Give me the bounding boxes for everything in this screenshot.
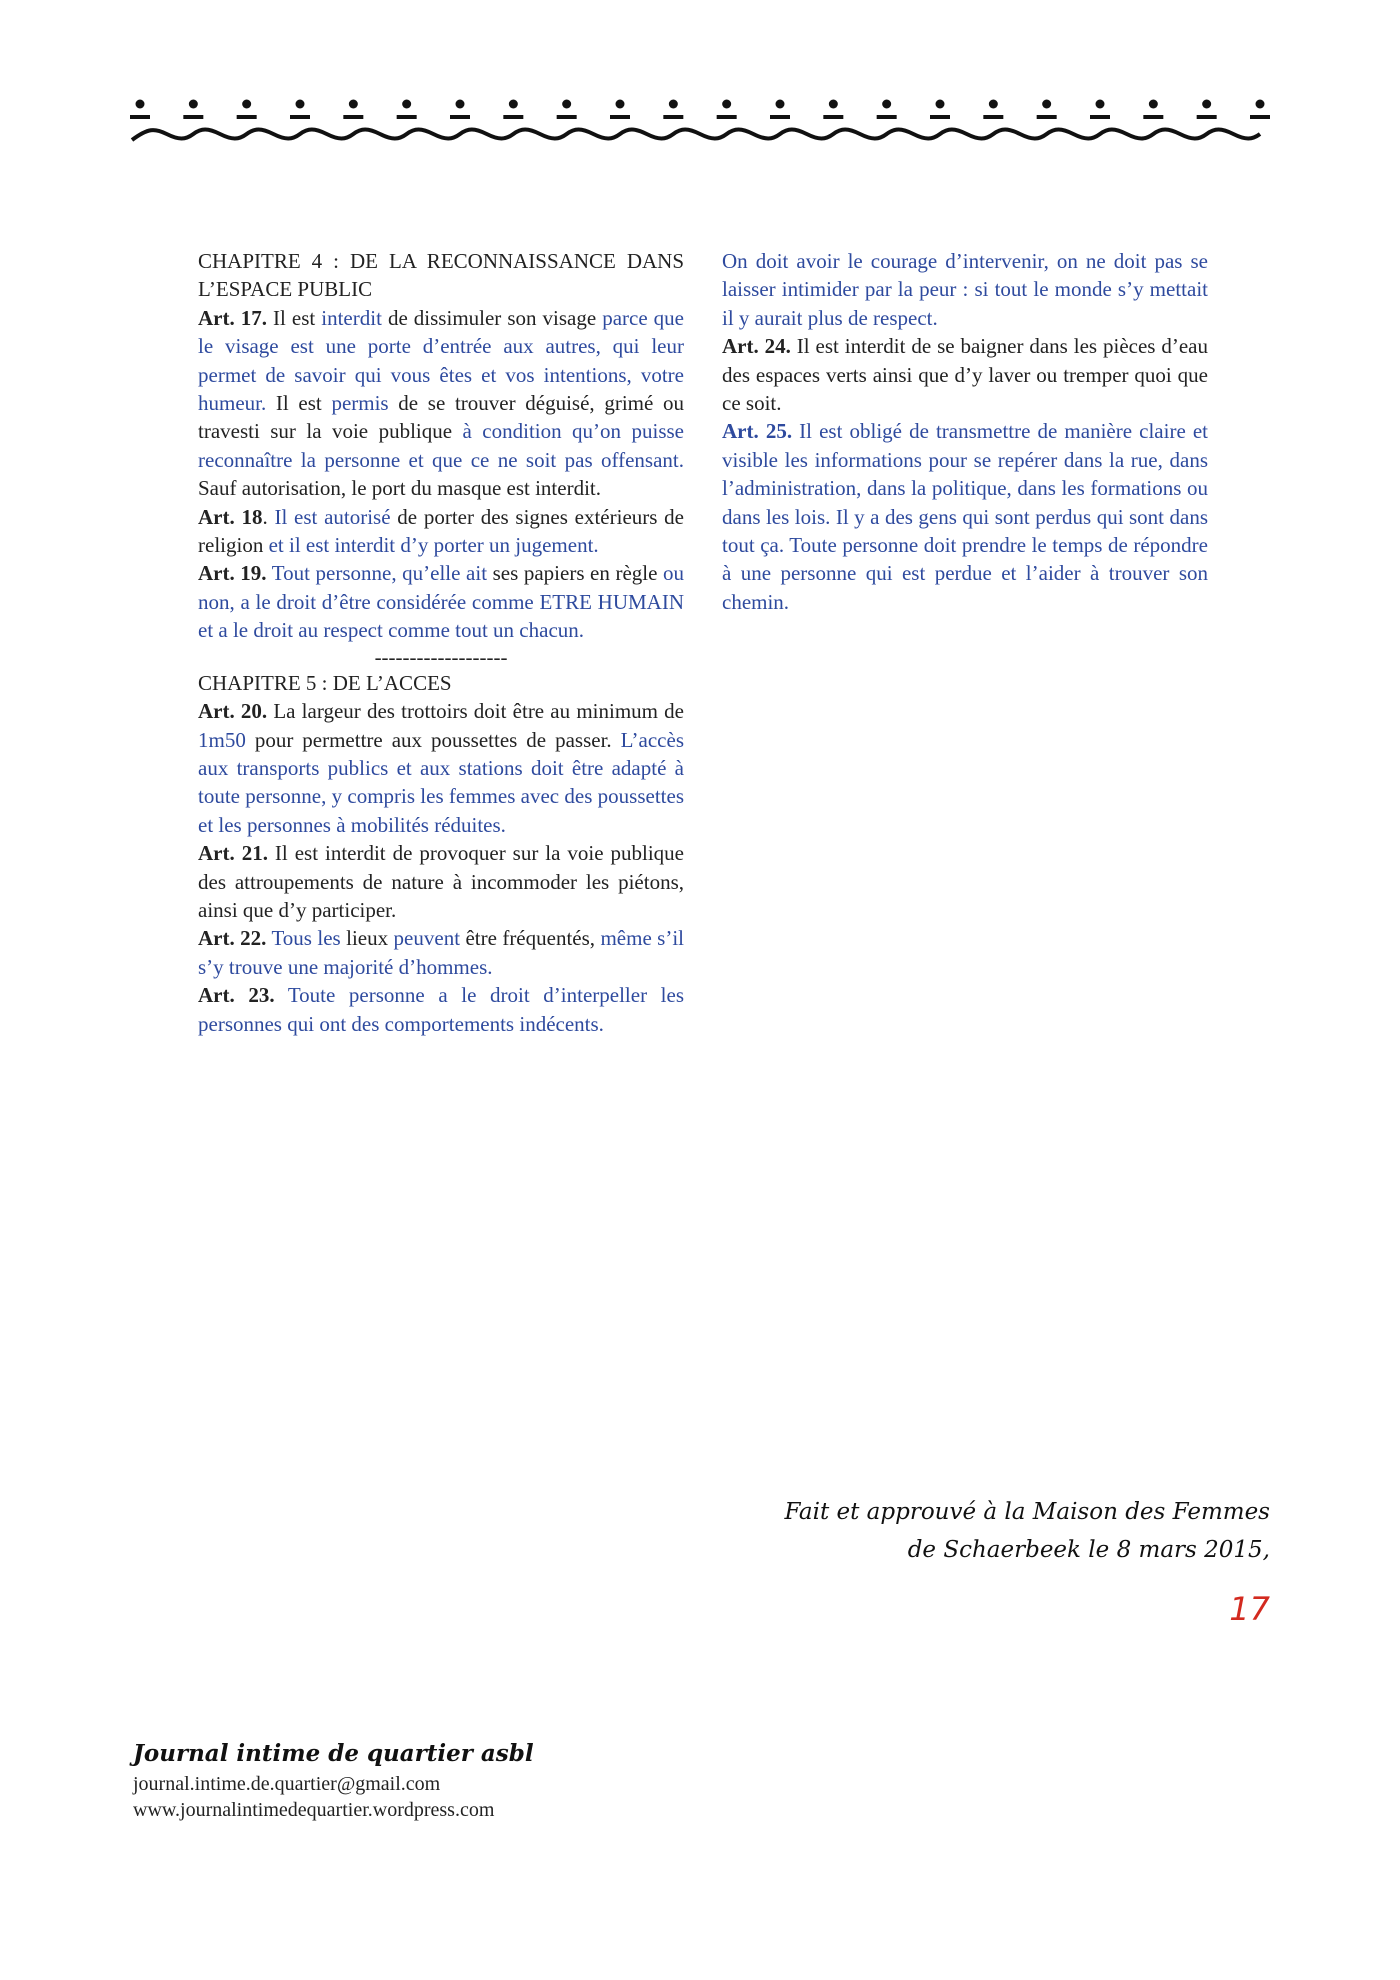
footer-website: www.journalintimedequartier.wordpress.com bbox=[133, 1799, 495, 1821]
border-dash bbox=[237, 115, 257, 119]
article-23 bbox=[198, 981, 684, 1038]
page-number: 17 bbox=[1229, 1590, 1270, 1628]
art20-blue-1: 1m50 bbox=[198, 727, 246, 752]
border-dash bbox=[343, 115, 363, 119]
wave-dot-border bbox=[130, 96, 1270, 156]
border-dot bbox=[1256, 100, 1265, 109]
art19-text-1: ses papiers en règle bbox=[487, 561, 663, 586]
border-dash bbox=[130, 115, 150, 119]
article-25 bbox=[722, 417, 1208, 616]
footer bbox=[133, 1740, 534, 1823]
border-dash bbox=[717, 115, 737, 119]
art18-text-2: de porter des signes extérieurs de religion bbox=[198, 504, 684, 558]
footer-org-name: Journal intime de quartier asbl bbox=[133, 1740, 534, 1767]
border-dot bbox=[936, 100, 945, 109]
border-dot bbox=[189, 100, 198, 109]
left-column bbox=[198, 247, 684, 1038]
border-dash bbox=[610, 115, 630, 119]
article-17 bbox=[198, 304, 684, 503]
border-dash bbox=[770, 115, 790, 119]
border-dash bbox=[290, 115, 310, 119]
chapter4-heading: CHAPITRE 4 : DE LA RECONNAISSANCE DANS L’ESPACE PUBLIC bbox=[198, 249, 684, 302]
art22-number: Art. 22. bbox=[198, 926, 267, 951]
border-dash bbox=[183, 115, 203, 119]
art23-continued: On doit avoir le courage d’intervenir, on ne doit pas se laisser intimider par la peur : si tout le monde s’y mettait il y aurait plus de respect. bbox=[722, 249, 1208, 330]
border-dot bbox=[1202, 100, 1211, 109]
border-dash bbox=[557, 115, 577, 119]
border-dot bbox=[402, 100, 411, 109]
border-dot bbox=[989, 100, 998, 109]
article-21 bbox=[198, 839, 684, 924]
art22-blue-3: même s’il s’y trouve une majorité d’hommes. bbox=[198, 926, 685, 979]
art17-text-5: Sauf autorisation, le port du masque est interdit. bbox=[198, 476, 601, 501]
art18-blue-1: Il est autorisé bbox=[274, 504, 391, 529]
art17-blue-2: parce que le visage est une porte d’entrée aux autres, qui leur permet de savoir qui vous êtes et vos intentions, votre humeur. bbox=[198, 305, 685, 416]
border-dash bbox=[877, 115, 897, 119]
art20-text-1: La largeur des trottoirs doit être au minimum de bbox=[267, 699, 684, 724]
border-dot bbox=[242, 100, 251, 109]
border-dash bbox=[1197, 115, 1217, 119]
border-dash bbox=[983, 115, 1003, 119]
border-dash bbox=[1143, 115, 1163, 119]
right-column bbox=[722, 247, 1208, 616]
art23-number: Art. 23. bbox=[198, 983, 275, 1008]
art17-text-1: Il est bbox=[267, 305, 322, 330]
border-dash bbox=[397, 115, 417, 119]
art22-text-1: lieux bbox=[340, 926, 394, 951]
border-wave bbox=[132, 130, 1260, 141]
border-dot bbox=[136, 100, 145, 109]
border-dash bbox=[930, 115, 950, 119]
border-dash bbox=[823, 115, 843, 119]
art20-number: Art. 20. bbox=[198, 699, 268, 724]
art22-blue-2: peuvent bbox=[393, 926, 461, 951]
art21-number: Art. 21. bbox=[198, 841, 268, 866]
border-dot bbox=[1149, 100, 1158, 109]
art17-blue-1: interdit bbox=[321, 305, 382, 330]
signature-block bbox=[784, 1493, 1270, 1569]
border-dash bbox=[503, 115, 523, 119]
border-dash bbox=[1250, 115, 1270, 119]
border-dot bbox=[296, 100, 305, 109]
art17-blue-3: permis bbox=[331, 391, 389, 416]
border-dot bbox=[456, 100, 465, 109]
signature-line-2: de Schaerbeek le 8 mars 2015, bbox=[907, 1537, 1270, 1563]
art22-blue-1: Tous les bbox=[266, 926, 341, 951]
border-dot bbox=[349, 100, 358, 109]
article-24 bbox=[722, 332, 1208, 417]
art18-blue-2: et il est interdit d’y porter un jugement. bbox=[268, 533, 599, 558]
signature-line-1: Fait et approuvé à la Maison des Femmes bbox=[784, 1499, 1270, 1525]
article-22 bbox=[198, 924, 684, 981]
chapter5-heading: CHAPITRE 5 : DE L’ACCES bbox=[198, 670, 452, 695]
border-dot bbox=[776, 100, 785, 109]
art17-blue-4: à condition qu’on puisse reconnaître la personne et que ce ne soit pas offensant. bbox=[198, 419, 684, 472]
art19-blue-2: ou non, a le droit d’être considérée comme ETRE HUMAIN et a le droit au respect comme tout un chacun. bbox=[198, 561, 684, 643]
art20-text-2: pour permettre aux poussettes de passer. bbox=[245, 727, 621, 752]
border-dot bbox=[882, 100, 891, 109]
art17-text-3: Il est bbox=[266, 391, 332, 416]
art17-text-4: de se trouver déguisé, grimé ou travesti sur la voie publique bbox=[198, 391, 684, 444]
border-dot bbox=[509, 100, 518, 109]
chapter-separator: ------------------- bbox=[374, 644, 508, 669]
art19-number: Art. 19. bbox=[198, 561, 267, 586]
footer-email: journal.intime.de.quartier@gmail.com bbox=[133, 1773, 441, 1795]
article-18 bbox=[198, 503, 684, 560]
art25-number: Art. 25. bbox=[722, 419, 793, 444]
border-dot bbox=[562, 100, 571, 109]
article-20 bbox=[198, 697, 684, 839]
border-dot bbox=[722, 100, 731, 109]
border-dash bbox=[1090, 115, 1110, 119]
art18-number: Art. 18 bbox=[198, 504, 263, 529]
border-dot bbox=[829, 100, 838, 109]
art24-number: Art. 24. bbox=[722, 334, 791, 359]
border-dot bbox=[669, 100, 678, 109]
border-dot bbox=[1042, 100, 1051, 109]
art22-text-2: être fréquentés, bbox=[460, 926, 601, 951]
art19-blue-1: Tout personne, qu’elle ait bbox=[266, 561, 488, 586]
border-dot bbox=[1096, 100, 1105, 109]
art18-text-1: . bbox=[262, 504, 275, 529]
art20-blue-2: L’accès aux transports publics et aux stations doit être adapté à toute personne, y compris les femmes avec des poussettes et les personnes à mobilités réduites. bbox=[198, 727, 684, 837]
art24-text-1: Il est interdit de se baigner dans les pièces d’eau des espaces verts ainsi que d’y laver ou tremper quoi que ce soit. bbox=[722, 334, 1208, 416]
article-19 bbox=[198, 559, 684, 644]
art17-number: Art. 17. bbox=[198, 305, 268, 330]
border-dot bbox=[616, 100, 625, 109]
border-dash bbox=[1037, 115, 1057, 119]
art23-blue-1: Toute personne a le droit d’interpeller les personnes qui ont des comportements indécents. bbox=[198, 983, 684, 1036]
art17-text-2: de dissimuler son visage bbox=[381, 305, 603, 330]
art25-blue-1: Il est obligé de transmettre de manière claire et visible les informations pour se repérer dans la rue, dans l’administration, dans la politique, dans les formations ou dans les lois. Il y a des gens qui sont perdus qui sont dans tout ça. Toute personne doit prendre le temps de répondre à une personne qui est perdue et l’aider à trouver son chemin. bbox=[722, 419, 1209, 614]
border-dash bbox=[663, 115, 683, 119]
art21-text-1: Il est interdit de provoquer sur la voie publique des attroupements de nature à incommoder les piétons, ainsi que d’y participer. bbox=[198, 841, 685, 922]
border-dash bbox=[450, 115, 470, 119]
